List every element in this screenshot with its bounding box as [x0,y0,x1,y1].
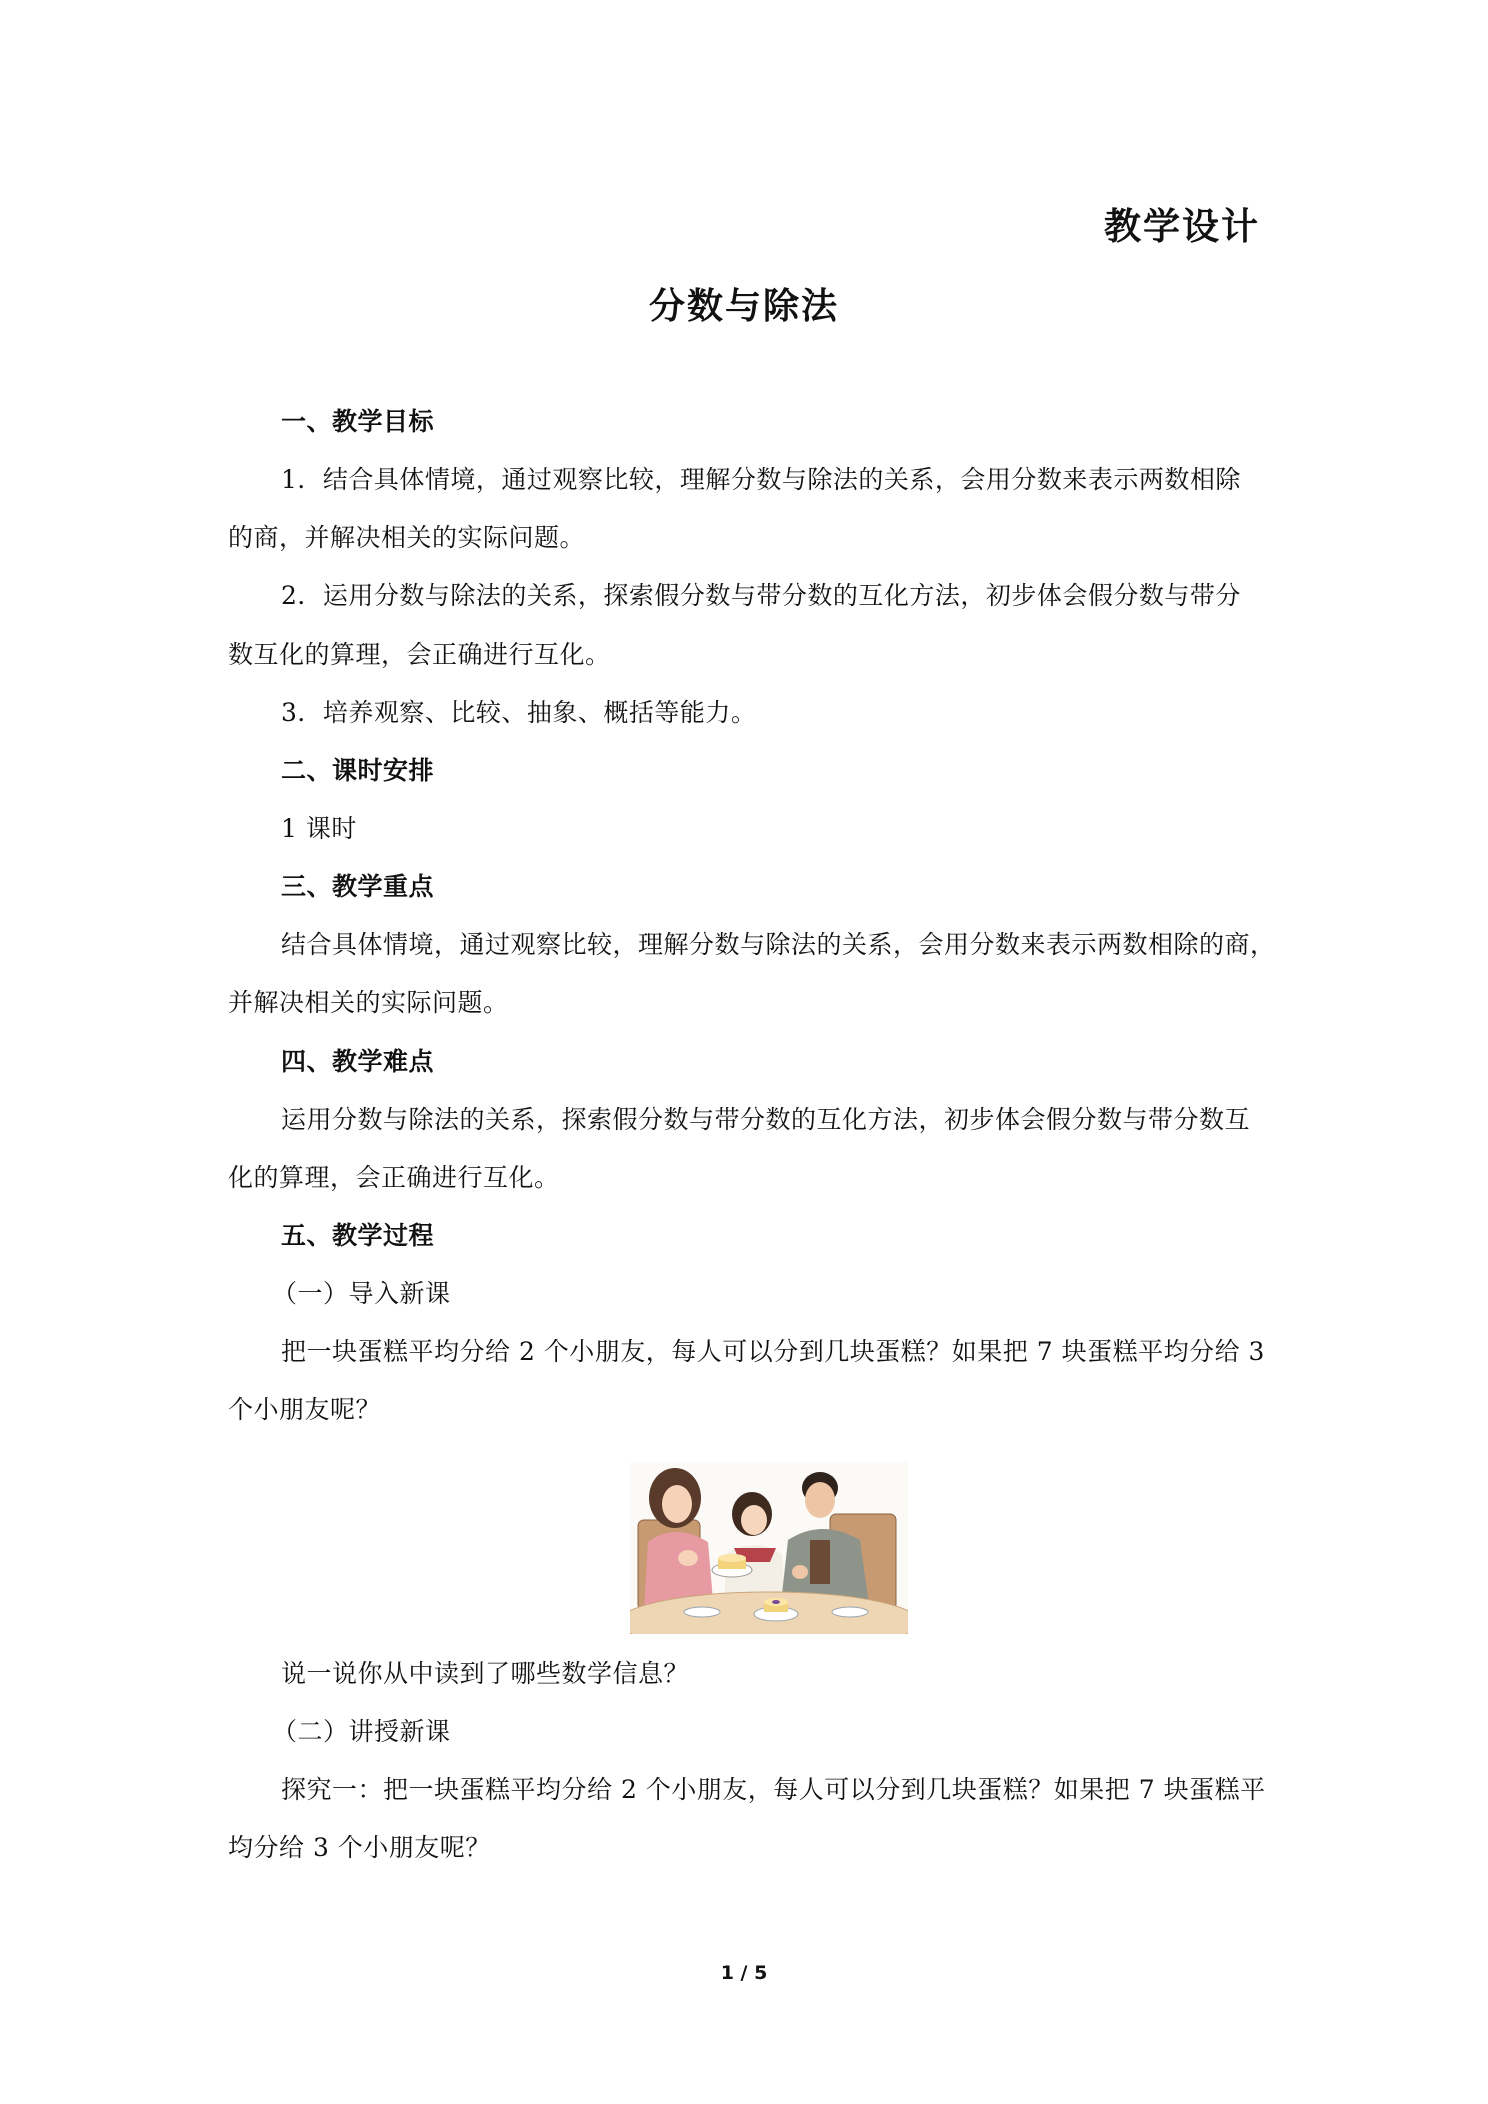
document-title: 分数与除法 [648,286,839,327]
page-number: 1 / 5 [720,1962,768,1984]
subsection-new-lesson: （二）讲授新课 [272,1717,451,1746]
illustration-svg [630,1462,908,1634]
exploration-1-line-1: 探究一：把一块蛋糕平均分给 2 个小朋友，每人可以分到几块蛋糕？如果把 7 块蛋糕平 [281,1775,1266,1804]
intro-line-1: 把一块蛋糕平均分给 2 个小朋友，每人可以分到几块蛋糕？如果把 7 块蛋糕平均分给 3 [281,1337,1265,1366]
key-points-line-2: 并解决相关的实际问题。 [228,988,509,1017]
section-heading-schedule: 二、课时安排 [281,756,435,785]
objective-3: 3．培养观察、比较、抽象、概括等能力。 [281,698,757,727]
exploration-1-line-2: 均分给 3 个小朋友呢？ [228,1833,491,1862]
document-type-label: 教学设计 [1104,205,1260,248]
objective-2-line-2: 数互化的算理，会正确进行互化。 [228,640,611,669]
section-heading-key-points: 三、教学重点 [281,872,435,901]
intro-line-2: 个小朋友呢？ [228,1395,382,1424]
section-heading-objectives: 一、教学目标 [281,407,435,436]
section-heading-difficulties: 四、教学难点 [281,1047,435,1076]
objective-1-line-1: 1．结合具体情境，通过观察比较，理解分数与除法的关系，会用分数来表示两数相除 [281,465,1241,494]
key-points-line-1: 结合具体情境，通过观察比较，理解分数与除法的关系，会用分数来表示两数相除的商， [281,930,1276,959]
objective-2-line-1: 2．运用分数与除法的关系，探索假分数与带分数的互化方法，初步体会假分数与带分 [281,581,1241,610]
schedule-text: 1 课时 [281,814,357,843]
objective-1-line-2: 的商，并解决相关的实际问题。 [228,523,586,552]
question-reading: 说一说你从中读到了哪些数学信息？ [281,1659,690,1688]
section-heading-process: 五、教学过程 [281,1221,435,1250]
difficulties-line-2: 化的算理，会正确进行互化。 [228,1163,560,1192]
difficulties-line-1: 运用分数与除法的关系，探索假分数与带分数的互化方法，初步体会假分数与带分数互 [281,1105,1251,1134]
subsection-intro: （一）导入新课 [272,1279,451,1308]
family-sharing-cake-illustration [630,1462,908,1634]
